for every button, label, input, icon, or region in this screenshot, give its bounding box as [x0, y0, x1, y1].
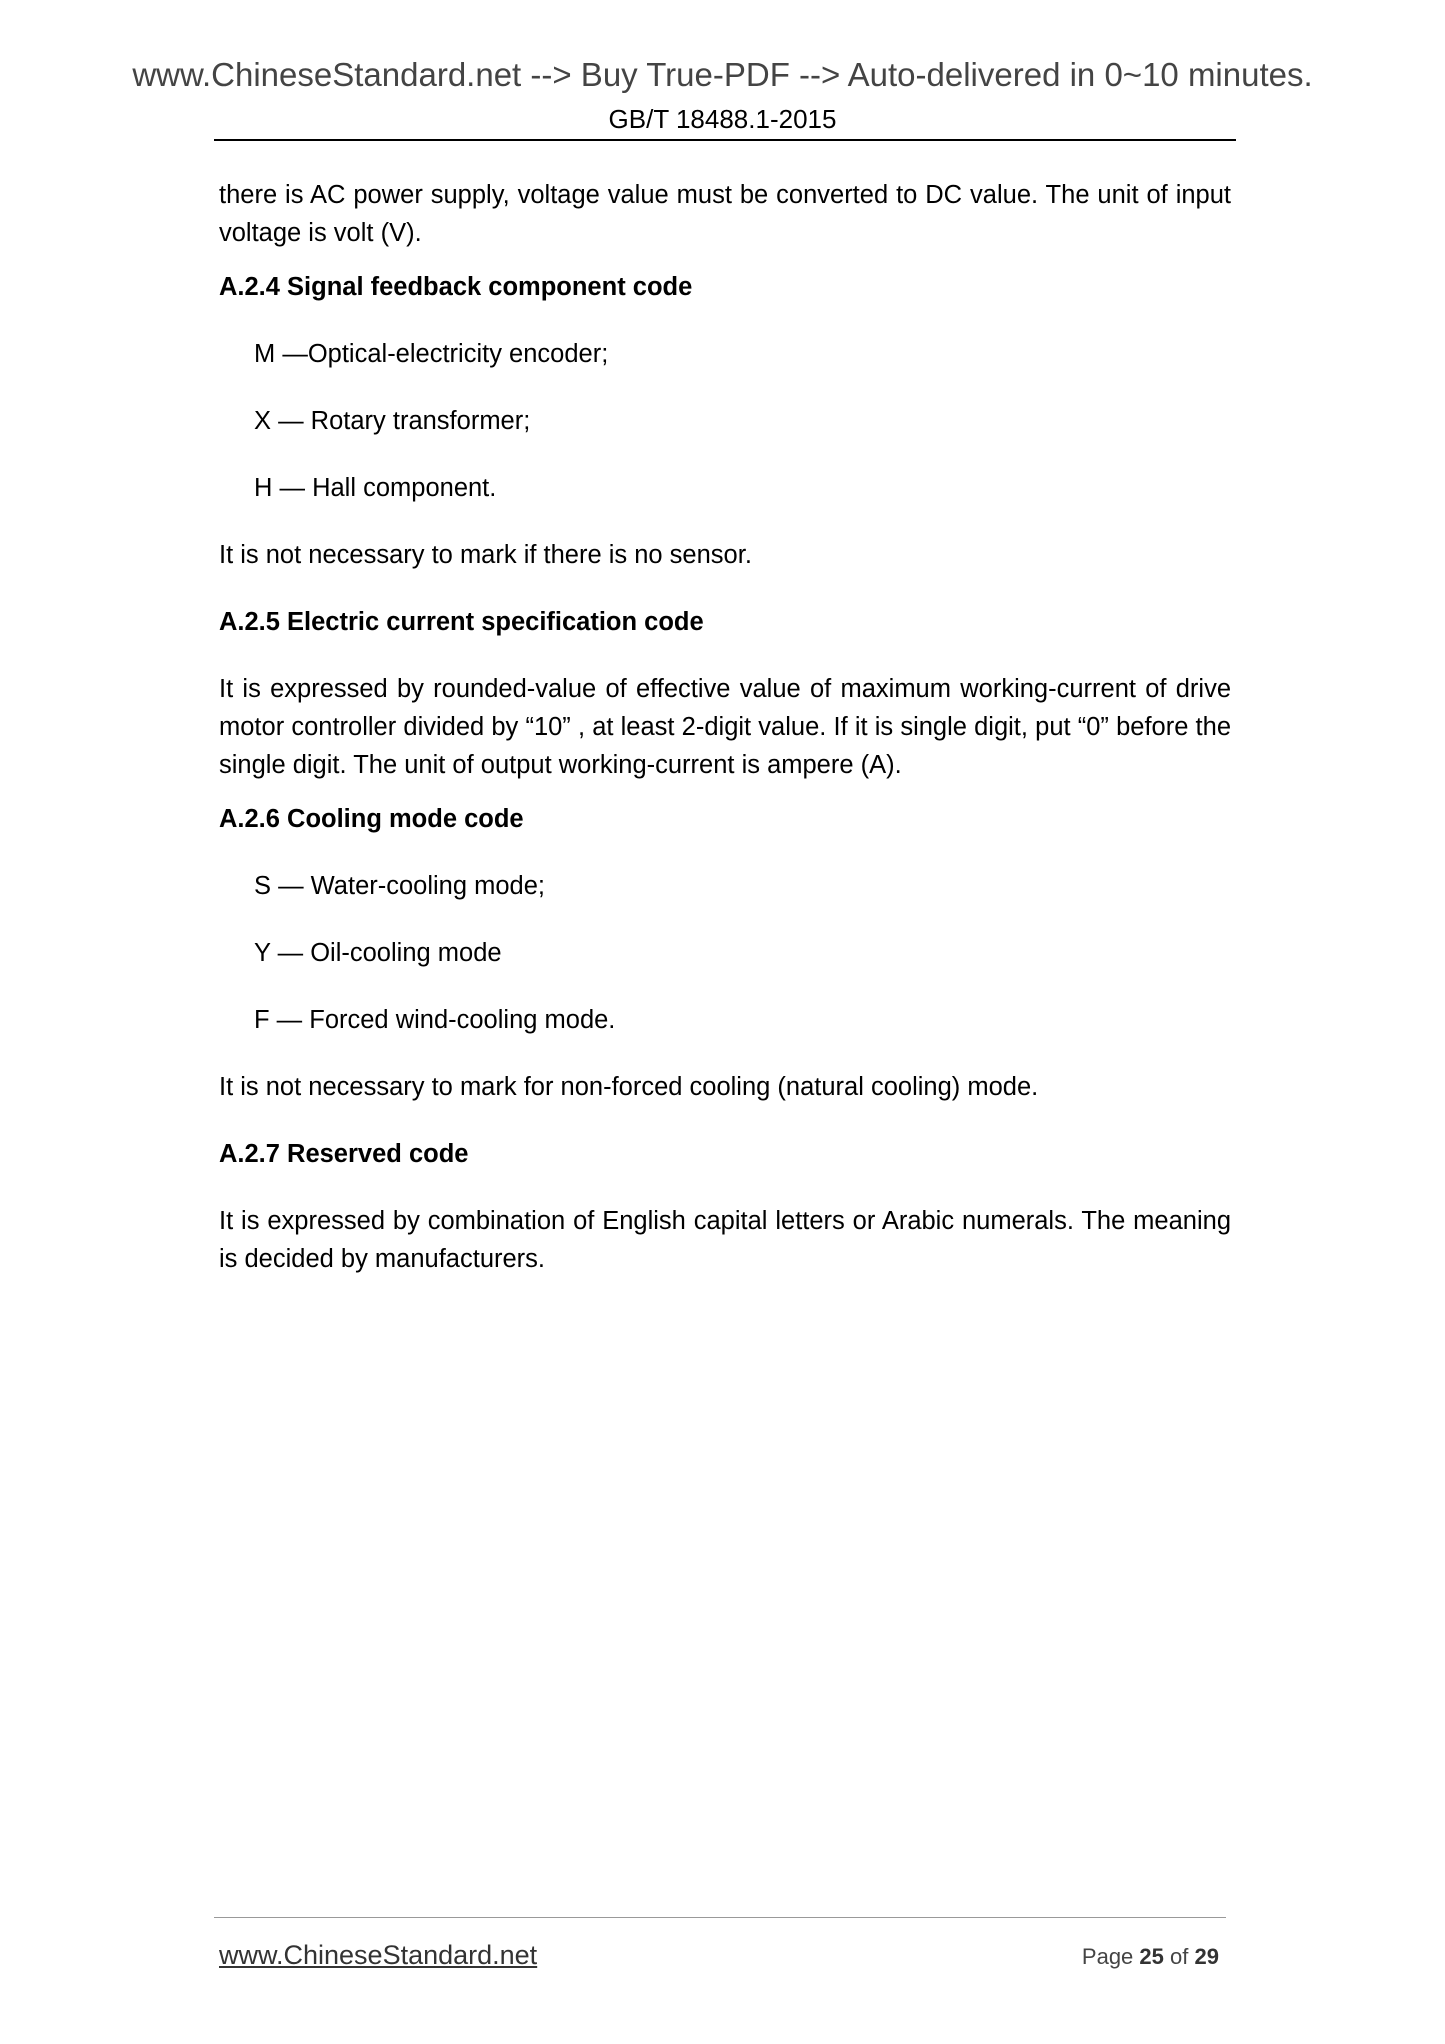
list-item: M —Optical-electricity encoder; — [254, 340, 609, 368]
page-number — [1082, 1942, 1219, 1972]
top-banner: www.ChineseStandard.net --> Buy True-PDF --> Auto-delivered in 0~10 minutes. — [132, 56, 1313, 93]
list-item: Y — Oil-cooling mode — [254, 939, 502, 967]
section-heading-a26: A.2.6 Cooling mode code — [219, 805, 524, 833]
list-item: X — Rotary transformer; — [254, 407, 531, 435]
page-label: Page — [1081, 1944, 1134, 1969]
intro-paragraph: there is AC power supply, voltage value must be converted to DC value. The unit of input voltage is volt (V). — [219, 181, 1231, 247]
section-heading-a27: A.2.7 Reserved code — [219, 1140, 469, 1168]
section-heading-a24: A.2.4 Signal feedback component code — [219, 273, 693, 301]
header-divider — [214, 139, 1236, 141]
footer-divider — [214, 1917, 1226, 1918]
note-paragraph: It is not necessary to mark for non-forced cooling (natural cooling) mode. — [219, 1073, 1039, 1101]
list-item: H — Hall component. — [254, 474, 497, 502]
list-item: F — Forced wind-cooling mode. — [254, 1006, 616, 1034]
page-of-label: of — [1170, 1944, 1189, 1969]
note-paragraph: It is not necessary to mark if there is no sensor. — [219, 541, 752, 569]
footer-website-link[interactable]: www.ChineseStandard.net — [219, 1940, 538, 1970]
body-paragraph: It is expressed by combination of English capital letters or Arabic numerals. The meaning is decided by manufacturers. — [219, 1207, 1231, 1273]
page-current: 25 — [1139, 1944, 1164, 1969]
page-total: 29 — [1194, 1944, 1219, 1969]
section-heading-a25: A.2.5 Electric current specification code — [219, 608, 704, 636]
body-paragraph: It is expressed by rounded-value of effective value of maximum working-current of drive motor controller divided by “10” , at least 2-digit value. If it is single digit, put “0” before the single digit. The unit of output working-current is ampere (A). — [219, 675, 1231, 779]
standard-id: GB/T 18488.1-2015 — [608, 104, 837, 134]
list-item: S — Water-cooling mode; — [254, 872, 545, 900]
document-body — [219, 176, 1231, 1278]
